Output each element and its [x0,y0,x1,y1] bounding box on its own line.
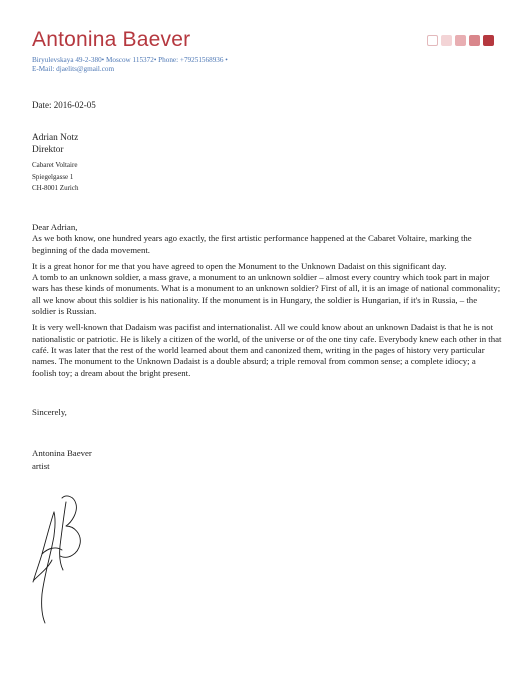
recipient-city: CH-8001 Zurich [32,184,79,192]
paragraph-1: As we both know, one hundred years ago exactly, the first artistic performance happened at the Cabaret Voltaire, marking the beginning of the dada movement. [32,233,472,255]
decor-square-4 [469,35,480,46]
handwritten-signature [22,490,102,625]
recipient-street: Spiegelgasse 1 [32,172,74,181]
decor-square-1 [427,35,438,46]
contact-email: E-Mail: djaelits@gmail.com [32,65,115,73]
contact-info [32,56,228,74]
recipient-name: Adrian Notz [32,133,79,143]
contact-address-phone: Biryulevskaya 49-2-380• Moscow 115372• Phone: +79251568936 • [32,56,228,64]
paragraph-4: It is very well-known that Dadaism was pacifist and internationalist. All we could know about an unknown Dadaist is that he is not nationalistic or patriotic. He is likely a citizen of the world, of the universe or of the one tiny cafe. Everybody knew each other in that café. It was later that the rest of the world learned about them and canonized them, writing in the pages of history very particular names. The monument to the Unknown Dadaist is a double absurd; a triple removal from common sense; a complete idiocy; a foolish toy; a dream about the bright present. [32,322,502,378]
recipient-title: Direktor [32,145,64,155]
sender-name: Antonina Baever [32,28,191,51]
signatory-role: artist [32,461,50,471]
recipient-org: Cabaret Voltaire [32,161,78,169]
paragraph-3: A tomb to an unknown soldier, a mass grave, a monument to an unknown soldier – almost every country which took part in major wars has these kinds of monuments. What is a monument to an unknown soldier? First of all, it is an image of national commonality; all we know about this soldier is his nationality. If the monument is in Hungary, the soldier is Hungarian, if it's in Russia, – the soldier is Russian. [32,272,501,317]
decor-square-3 [455,35,466,46]
decor-square-2 [441,35,452,46]
decor-square-5 [483,35,494,46]
greeting: Dear Adrian, [32,222,78,232]
paragraph-2: It is a great honor for me that you have agreed to open the Monument to the Unknown Dadaist on this significant day. [32,260,447,271]
recipient-block [32,132,78,195]
letter-date: Date: 2016-02-05 [32,100,96,110]
closing: Sincerely, [32,407,67,417]
letter-body [32,222,502,390]
signatory-name: Antonina Baever [32,448,92,458]
